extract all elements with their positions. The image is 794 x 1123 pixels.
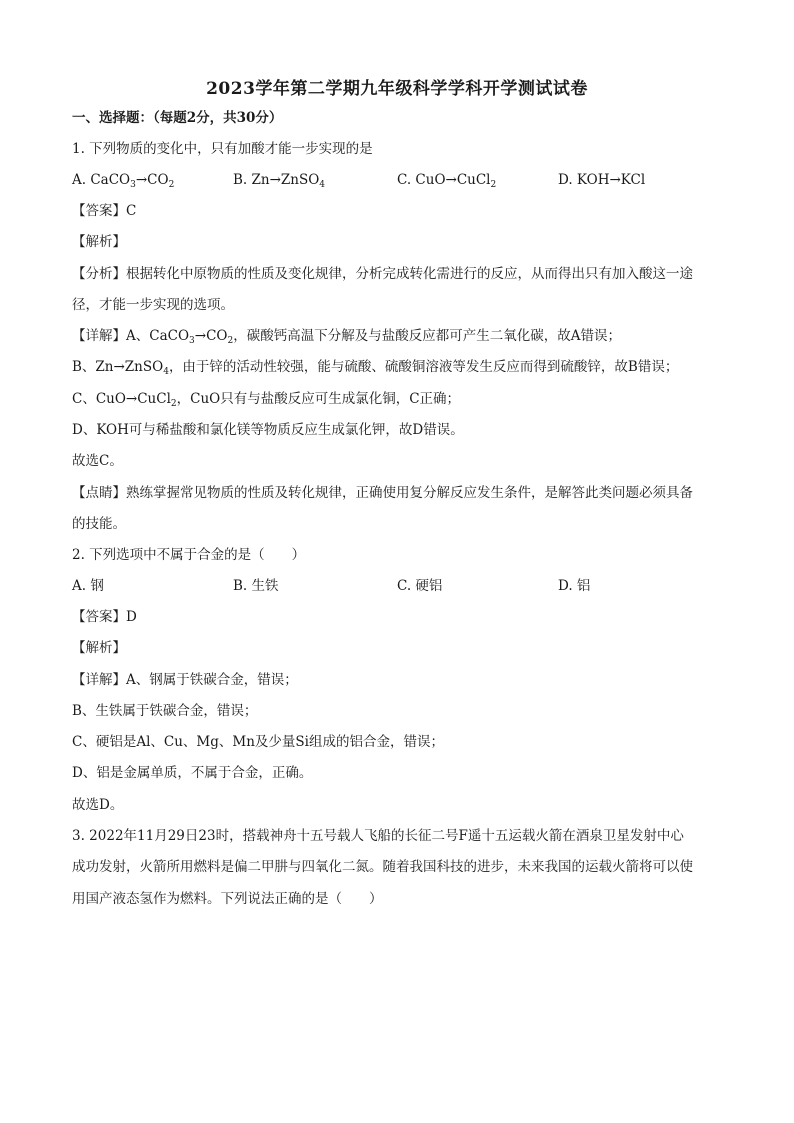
q1-choose: 故选C。 xyxy=(72,453,123,469)
q2-analysis-label: 【解析】 xyxy=(72,640,126,656)
q1-detail-a: 【详解】A、$CaCO_3\to CO_2$，碳酸钙高温下分解及与盐酸反应都可产生二氧化碳，故A错误； xyxy=(72,328,621,346)
q1-fenxi-line2: 径，才能一步实现的选项。 xyxy=(72,297,234,313)
q1-analysis-label: 【解析】 xyxy=(72,234,126,250)
question-3-line1: 3. 2022年11月29日23时，搭载神舟十五号载人飞船的长征二号F遥十五运载火箭在酒泉卫星发射中心 xyxy=(72,828,684,844)
q1-option-b: B. Zn→ZnSO$_4$ xyxy=(233,172,326,190)
q1-option-c: C. CuO→CuCl$_2$ xyxy=(397,172,497,190)
q1-fenxi-line1: 【分析】根据转化中原物质的性质及变化规律，分析完成转化需进行的反应，从而得出只有加入酸这一途 xyxy=(72,266,693,282)
q1-detail-c: C、CuO→CuCl$_2$，CuO只有与盐酸反应可生成氯化铜，C正确； xyxy=(72,391,461,409)
q1-detail-d: D、KOH可与稀盐酸和氯化镁等物质反应生成氯化钾，故D错误。 xyxy=(72,422,464,438)
q2-detail-b: B、生铁属于铁碳合金，错误； xyxy=(72,703,258,719)
q2-detail-a: 【详解】A、钢属于铁碳合金，错误； xyxy=(72,672,298,688)
q1-dianjing-line2: 的技能。 xyxy=(72,516,126,532)
q1-option-d: D. KOH→KCl xyxy=(558,172,646,188)
q1-detail-b: B、Zn→ZnSO$_4$，由于锌的活动性较强，能与硫酸、硫酸铜溶液等发生反应而得到硫酸锌，故B错误； xyxy=(72,359,679,377)
question-3-line2: 成功发射，火箭所用燃料是偏二甲肼与四氧化二氮。随着我国科技的进步，未来我国的运载火箭将可以使 xyxy=(72,859,693,875)
q2-option-a: A. 钢 xyxy=(72,578,104,594)
q1-option-a: A. $CaCO_3\to CO_2$ xyxy=(72,172,175,190)
q2-option-b: B. 生铁 xyxy=(233,578,279,594)
q1-dianjing-line1: 【点睛】熟练掌握常见物质的性质及转化规律，正确使用复分解反应发生条件，是解答此类问题必须具备 xyxy=(72,485,693,501)
question-1-stem: 1. 下列物质的变化中，只有加酸才能一步实现的是 xyxy=(72,141,373,157)
q2-answer: 【答案】D xyxy=(72,609,137,625)
q2-detail-c: C、硬铝是Al、Cu、Mg、Mn及少量Si组成的铝合金，错误； xyxy=(72,734,444,750)
q2-option-c: C. 硬铝 xyxy=(397,578,443,594)
q2-option-d: D. 铝 xyxy=(558,578,591,594)
q2-detail-d: D、铝是金属单质，不属于合金，正确。 xyxy=(72,765,313,781)
question-2-stem: 2. 下列选项中不属于合金的是（ ） xyxy=(72,547,306,563)
page-title: 2023学年第二学期九年级科学学科开学测试试卷 xyxy=(206,79,588,99)
question-3-line3: 用国产液态氢作为燃料。下列说法正确的是（ ） xyxy=(72,891,383,907)
q1-answer: 【答案】C xyxy=(72,203,137,219)
section-heading: 一、选择题：（每题2分，共30分） xyxy=(72,110,283,126)
q2-choose: 故选D。 xyxy=(72,797,124,813)
